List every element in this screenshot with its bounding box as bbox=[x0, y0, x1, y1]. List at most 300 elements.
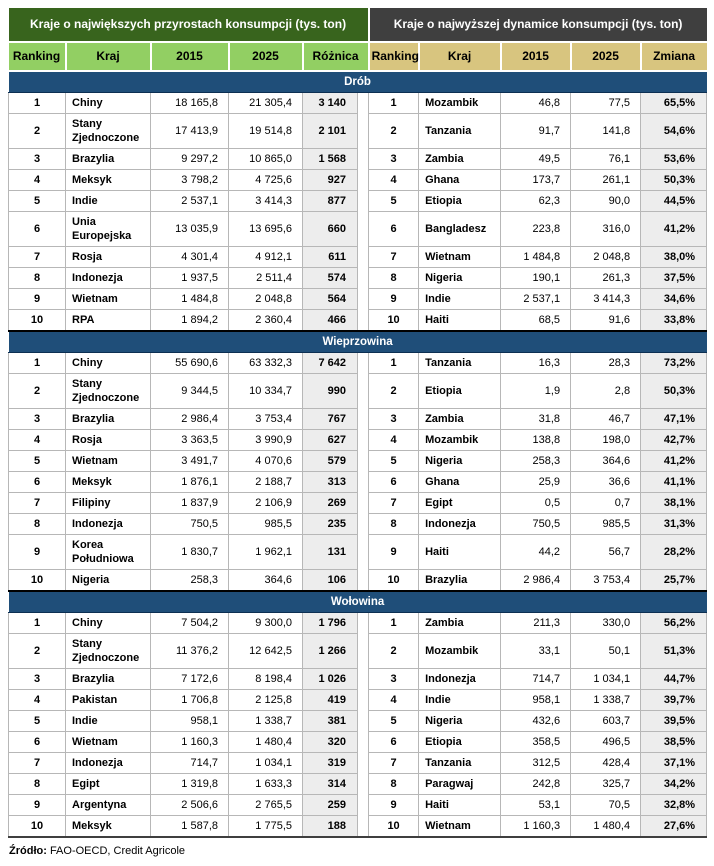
table-row bbox=[9, 570, 707, 592]
right-country-cell: Brazylia bbox=[419, 570, 501, 592]
right-delta-cell: 37,1% bbox=[641, 753, 707, 774]
right-value-2015-cell: 432,6 bbox=[501, 711, 571, 732]
table-row bbox=[9, 93, 707, 114]
spacer-cell bbox=[358, 613, 369, 634]
table-row bbox=[9, 149, 707, 170]
left-country-cell: Indonezja bbox=[66, 268, 151, 289]
right-value-2015-cell: 173,7 bbox=[501, 170, 571, 191]
right-rank-cell: 3 bbox=[369, 409, 419, 430]
right-value-2015-cell: 91,7 bbox=[501, 114, 571, 149]
right-value-2025-cell: 261,3 bbox=[571, 268, 641, 289]
right-rank-cell: 1 bbox=[369, 93, 419, 114]
col-header-roznica: Różnica bbox=[303, 42, 369, 71]
left-delta-cell: 1 026 bbox=[303, 669, 358, 690]
right-rank-cell: 5 bbox=[369, 191, 419, 212]
right-value-2015-cell: 44,2 bbox=[501, 535, 571, 570]
spacer-cell bbox=[358, 289, 369, 310]
right-value-2015-cell: 138,8 bbox=[501, 430, 571, 451]
col-header-2015-left: 2015 bbox=[151, 42, 229, 71]
column-header-row bbox=[9, 42, 707, 71]
spacer-cell bbox=[358, 310, 369, 332]
left-value-2015-cell: 1 587,8 bbox=[151, 816, 229, 838]
left-rank-cell: 7 bbox=[9, 753, 66, 774]
left-delta-cell: 313 bbox=[303, 472, 358, 493]
right-value-2015-cell: 714,7 bbox=[501, 669, 571, 690]
left-country-cell: Wietnam bbox=[66, 289, 151, 310]
left-country-cell: Brazylia bbox=[66, 409, 151, 430]
right-value-2025-cell: 364,6 bbox=[571, 451, 641, 472]
left-value-2015-cell: 1 319,8 bbox=[151, 774, 229, 795]
left-value-2025-cell: 3 990,9 bbox=[229, 430, 303, 451]
left-delta-cell: 579 bbox=[303, 451, 358, 472]
right-value-2015-cell: 53,1 bbox=[501, 795, 571, 816]
spacer-cell bbox=[358, 409, 369, 430]
table-row bbox=[9, 613, 707, 634]
right-country-cell: Mozambik bbox=[419, 93, 501, 114]
left-rank-cell: 1 bbox=[9, 613, 66, 634]
right-rank-cell: 5 bbox=[369, 451, 419, 472]
left-value-2015-cell: 1 876,1 bbox=[151, 472, 229, 493]
right-value-2015-cell: 358,5 bbox=[501, 732, 571, 753]
right-value-2025-cell: 261,1 bbox=[571, 170, 641, 191]
right-rank-cell: 2 bbox=[369, 374, 419, 409]
right-rank-cell: 4 bbox=[369, 430, 419, 451]
right-value-2025-cell: 1 338,7 bbox=[571, 690, 641, 711]
left-rank-cell: 1 bbox=[9, 93, 66, 114]
table-row bbox=[9, 669, 707, 690]
left-value-2025-cell: 10 334,7 bbox=[229, 374, 303, 409]
right-value-2025-cell: 56,7 bbox=[571, 535, 641, 570]
left-value-2025-cell: 4 725,6 bbox=[229, 170, 303, 191]
left-value-2015-cell: 13 035,9 bbox=[151, 212, 229, 247]
source-label: Źródło: bbox=[9, 845, 47, 857]
table-row bbox=[9, 310, 707, 332]
right-value-2015-cell: 223,8 bbox=[501, 212, 571, 247]
left-value-2025-cell: 4 912,1 bbox=[229, 247, 303, 268]
left-value-2015-cell: 1 830,7 bbox=[151, 535, 229, 570]
left-value-2025-cell: 1 962,1 bbox=[229, 535, 303, 570]
right-value-2015-cell: 25,9 bbox=[501, 472, 571, 493]
right-delta-cell: 51,3% bbox=[641, 634, 707, 669]
left-delta-cell: 927 bbox=[303, 170, 358, 191]
left-value-2025-cell: 1 775,5 bbox=[229, 816, 303, 838]
left-country-cell: Meksyk bbox=[66, 170, 151, 191]
spacer-cell bbox=[358, 93, 369, 114]
right-value-2025-cell: 91,6 bbox=[571, 310, 641, 332]
right-rank-cell: 2 bbox=[369, 634, 419, 669]
left-value-2015-cell: 2 506,6 bbox=[151, 795, 229, 816]
spacer-cell bbox=[358, 535, 369, 570]
right-country-cell: Egipt bbox=[419, 493, 501, 514]
left-country-cell: Meksyk bbox=[66, 472, 151, 493]
left-delta-cell: 269 bbox=[303, 493, 358, 514]
right-value-2015-cell: 1 160,3 bbox=[501, 816, 571, 838]
right-value-2015-cell: 312,5 bbox=[501, 753, 571, 774]
right-country-cell: Wietnam bbox=[419, 247, 501, 268]
left-delta-cell: 7 642 bbox=[303, 353, 358, 374]
right-value-2025-cell: 325,7 bbox=[571, 774, 641, 795]
left-delta-cell: 611 bbox=[303, 247, 358, 268]
right-country-cell: Mozambik bbox=[419, 634, 501, 669]
right-value-2025-cell: 46,7 bbox=[571, 409, 641, 430]
right-delta-cell: 38,5% bbox=[641, 732, 707, 753]
right-delta-cell: 39,7% bbox=[641, 690, 707, 711]
left-value-2015-cell: 958,1 bbox=[151, 711, 229, 732]
left-value-2015-cell: 11 376,2 bbox=[151, 634, 229, 669]
right-delta-cell: 50,3% bbox=[641, 374, 707, 409]
section-row bbox=[9, 591, 707, 613]
source-note bbox=[8, 844, 706, 858]
left-value-2025-cell: 1 633,3 bbox=[229, 774, 303, 795]
col-header-2025-right: 2025 bbox=[571, 42, 641, 71]
left-value-2025-cell: 13 695,6 bbox=[229, 212, 303, 247]
right-delta-cell: 44,5% bbox=[641, 191, 707, 212]
right-rank-cell: 8 bbox=[369, 774, 419, 795]
right-delta-cell: 28,2% bbox=[641, 535, 707, 570]
left-country-cell: Filipiny bbox=[66, 493, 151, 514]
spacer-cell bbox=[358, 493, 369, 514]
left-delta-cell: 1 266 bbox=[303, 634, 358, 669]
left-value-2015-cell: 3 363,5 bbox=[151, 430, 229, 451]
right-rank-cell: 9 bbox=[369, 535, 419, 570]
left-value-2025-cell: 10 865,0 bbox=[229, 149, 303, 170]
spacer-cell bbox=[358, 374, 369, 409]
table-row bbox=[9, 753, 707, 774]
left-value-2025-cell: 1 034,1 bbox=[229, 753, 303, 774]
left-rank-cell: 9 bbox=[9, 535, 66, 570]
right-rank-cell: 1 bbox=[369, 613, 419, 634]
right-delta-cell: 41,2% bbox=[641, 212, 707, 247]
right-delta-cell: 34,6% bbox=[641, 289, 707, 310]
left-country-cell: Chiny bbox=[66, 613, 151, 634]
left-country-cell: Stany Zjednoczone bbox=[66, 634, 151, 669]
left-rank-cell: 7 bbox=[9, 247, 66, 268]
table-row bbox=[9, 493, 707, 514]
right-rank-cell: 8 bbox=[369, 514, 419, 535]
left-country-cell: Indonezja bbox=[66, 514, 151, 535]
left-country-cell: Indie bbox=[66, 711, 151, 732]
left-rank-cell: 4 bbox=[9, 690, 66, 711]
table-row bbox=[9, 430, 707, 451]
right-rank-cell: 7 bbox=[369, 753, 419, 774]
left-value-2025-cell: 1 480,4 bbox=[229, 732, 303, 753]
left-rank-cell: 8 bbox=[9, 514, 66, 535]
col-header-ranking-left: Ranking bbox=[9, 42, 66, 71]
right-value-2025-cell: 0,7 bbox=[571, 493, 641, 514]
spacer-cell bbox=[358, 212, 369, 247]
table-row bbox=[9, 535, 707, 570]
right-country-cell: Zambia bbox=[419, 149, 501, 170]
left-delta-cell: 2 101 bbox=[303, 114, 358, 149]
right-country-cell: Indonezja bbox=[419, 514, 501, 535]
left-delta-cell: 3 140 bbox=[303, 93, 358, 114]
right-delta-cell: 38,1% bbox=[641, 493, 707, 514]
spacer-cell bbox=[358, 669, 369, 690]
right-delta-cell: 47,1% bbox=[641, 409, 707, 430]
right-value-2025-cell: 77,5 bbox=[571, 93, 641, 114]
left-delta-cell: 627 bbox=[303, 430, 358, 451]
left-value-2025-cell: 2 511,4 bbox=[229, 268, 303, 289]
left-rank-cell: 1 bbox=[9, 353, 66, 374]
left-rank-cell: 8 bbox=[9, 268, 66, 289]
left-delta-cell: 1 796 bbox=[303, 613, 358, 634]
right-value-2025-cell: 428,4 bbox=[571, 753, 641, 774]
right-country-cell: Wietnam bbox=[419, 816, 501, 838]
left-value-2025-cell: 2 106,9 bbox=[229, 493, 303, 514]
right-country-cell: Etiopia bbox=[419, 191, 501, 212]
left-rank-cell: 3 bbox=[9, 409, 66, 430]
right-value-2025-cell: 76,1 bbox=[571, 149, 641, 170]
left-delta-cell: 877 bbox=[303, 191, 358, 212]
left-value-2015-cell: 2 986,4 bbox=[151, 409, 229, 430]
right-value-2015-cell: 750,5 bbox=[501, 514, 571, 535]
spacer-cell bbox=[358, 353, 369, 374]
table-row bbox=[9, 268, 707, 289]
table-row bbox=[9, 353, 707, 374]
right-delta-cell: 54,6% bbox=[641, 114, 707, 149]
section-title: Wołowina bbox=[9, 591, 707, 613]
left-delta-cell: 767 bbox=[303, 409, 358, 430]
table-row bbox=[9, 247, 707, 268]
right-value-2015-cell: 2 537,1 bbox=[501, 289, 571, 310]
right-value-2015-cell: 46,8 bbox=[501, 93, 571, 114]
right-value-2015-cell: 0,5 bbox=[501, 493, 571, 514]
right-value-2025-cell: 2 048,8 bbox=[571, 247, 641, 268]
table-row bbox=[9, 514, 707, 535]
left-value-2025-cell: 19 514,8 bbox=[229, 114, 303, 149]
left-value-2015-cell: 1 937,5 bbox=[151, 268, 229, 289]
left-value-2025-cell: 2 188,7 bbox=[229, 472, 303, 493]
right-value-2025-cell: 141,8 bbox=[571, 114, 641, 149]
table-row bbox=[9, 472, 707, 493]
left-value-2015-cell: 7 172,6 bbox=[151, 669, 229, 690]
right-value-2025-cell: 603,7 bbox=[571, 711, 641, 732]
right-value-2015-cell: 16,3 bbox=[501, 353, 571, 374]
spacer-cell bbox=[358, 570, 369, 592]
right-country-cell: Nigeria bbox=[419, 268, 501, 289]
section-row bbox=[9, 71, 707, 93]
right-delta-cell: 53,6% bbox=[641, 149, 707, 170]
left-value-2015-cell: 55 690,6 bbox=[151, 353, 229, 374]
right-delta-cell: 41,1% bbox=[641, 472, 707, 493]
left-delta-cell: 574 bbox=[303, 268, 358, 289]
section-title: Wieprzowina bbox=[9, 331, 707, 353]
right-rank-cell: 6 bbox=[369, 472, 419, 493]
left-value-2025-cell: 9 300,0 bbox=[229, 613, 303, 634]
left-rank-cell: 5 bbox=[9, 191, 66, 212]
col-header-kraj-right: Kraj bbox=[419, 42, 501, 71]
table-row bbox=[9, 690, 707, 711]
spacer-cell bbox=[358, 170, 369, 191]
left-rank-cell: 2 bbox=[9, 374, 66, 409]
col-header-2025-left: 2025 bbox=[229, 42, 303, 71]
col-header-2015-right: 2015 bbox=[501, 42, 571, 71]
left-country-cell: Indie bbox=[66, 191, 151, 212]
right-value-2025-cell: 1 034,1 bbox=[571, 669, 641, 690]
right-country-cell: Indie bbox=[419, 690, 501, 711]
right-rank-cell: 10 bbox=[369, 570, 419, 592]
right-value-2015-cell: 242,8 bbox=[501, 774, 571, 795]
left-country-cell: Rosja bbox=[66, 247, 151, 268]
right-delta-cell: 33,8% bbox=[641, 310, 707, 332]
left-country-cell: Indonezja bbox=[66, 753, 151, 774]
table-row bbox=[9, 191, 707, 212]
spacer-cell bbox=[358, 816, 369, 838]
right-value-2015-cell: 258,3 bbox=[501, 451, 571, 472]
right-value-2015-cell: 958,1 bbox=[501, 690, 571, 711]
left-country-cell: Pakistan bbox=[66, 690, 151, 711]
left-value-2015-cell: 1 894,2 bbox=[151, 310, 229, 332]
right-value-2025-cell: 70,5 bbox=[571, 795, 641, 816]
left-rank-cell: 6 bbox=[9, 472, 66, 493]
spacer-cell bbox=[358, 451, 369, 472]
left-value-2025-cell: 2 765,5 bbox=[229, 795, 303, 816]
left-delta-cell: 1 568 bbox=[303, 149, 358, 170]
left-value-2015-cell: 1 837,9 bbox=[151, 493, 229, 514]
left-value-2015-cell: 750,5 bbox=[151, 514, 229, 535]
table-row bbox=[9, 114, 707, 149]
right-rank-cell: 4 bbox=[369, 690, 419, 711]
right-rank-cell: 9 bbox=[369, 289, 419, 310]
right-country-cell: Haiti bbox=[419, 795, 501, 816]
right-value-2025-cell: 316,0 bbox=[571, 212, 641, 247]
right-value-2015-cell: 49,5 bbox=[501, 149, 571, 170]
left-value-2015-cell: 9 297,2 bbox=[151, 149, 229, 170]
right-rank-cell: 10 bbox=[369, 310, 419, 332]
left-country-cell: Korea Południowa bbox=[66, 535, 151, 570]
right-country-cell: Haiti bbox=[419, 535, 501, 570]
right-value-2025-cell: 1 480,4 bbox=[571, 816, 641, 838]
left-rank-cell: 10 bbox=[9, 310, 66, 332]
right-value-2025-cell: 985,5 bbox=[571, 514, 641, 535]
right-value-2025-cell: 28,3 bbox=[571, 353, 641, 374]
left-value-2025-cell: 3 414,3 bbox=[229, 191, 303, 212]
left-delta-cell: 235 bbox=[303, 514, 358, 535]
right-value-2025-cell: 90,0 bbox=[571, 191, 641, 212]
right-delta-cell: 44,7% bbox=[641, 669, 707, 690]
left-delta-cell: 990 bbox=[303, 374, 358, 409]
right-delta-cell: 34,2% bbox=[641, 774, 707, 795]
right-rank-cell: 7 bbox=[369, 247, 419, 268]
right-value-2015-cell: 211,3 bbox=[501, 613, 571, 634]
right-rank-cell: 2 bbox=[369, 114, 419, 149]
right-delta-cell: 65,5% bbox=[641, 93, 707, 114]
right-value-2015-cell: 33,1 bbox=[501, 634, 571, 669]
left-value-2015-cell: 2 537,1 bbox=[151, 191, 229, 212]
right-value-2015-cell: 68,5 bbox=[501, 310, 571, 332]
right-delta-cell: 27,6% bbox=[641, 816, 707, 838]
right-country-cell: Zambia bbox=[419, 409, 501, 430]
left-delta-cell: 320 bbox=[303, 732, 358, 753]
left-rank-cell: 6 bbox=[9, 212, 66, 247]
left-value-2025-cell: 8 198,4 bbox=[229, 669, 303, 690]
right-value-2025-cell: 50,1 bbox=[571, 634, 641, 669]
right-banner-title: Kraje o najwyższej dynamice konsumpcji (tys. ton) bbox=[369, 8, 707, 42]
left-country-cell: Meksyk bbox=[66, 816, 151, 838]
left-value-2015-cell: 17 413,9 bbox=[151, 114, 229, 149]
table-row bbox=[9, 409, 707, 430]
left-rank-cell: 5 bbox=[9, 711, 66, 732]
right-country-cell: Paragwaj bbox=[419, 774, 501, 795]
left-value-2025-cell: 12 642,5 bbox=[229, 634, 303, 669]
left-value-2015-cell: 7 504,2 bbox=[151, 613, 229, 634]
left-value-2015-cell: 3 798,2 bbox=[151, 170, 229, 191]
right-rank-cell: 1 bbox=[369, 353, 419, 374]
section-row bbox=[9, 331, 707, 353]
left-value-2025-cell: 21 305,4 bbox=[229, 93, 303, 114]
left-country-cell: Argentyna bbox=[66, 795, 151, 816]
right-country-cell: Zambia bbox=[419, 613, 501, 634]
section-title: Drób bbox=[9, 71, 707, 93]
left-country-cell: Brazylia bbox=[66, 669, 151, 690]
left-value-2025-cell: 364,6 bbox=[229, 570, 303, 592]
table-row bbox=[9, 816, 707, 838]
left-value-2025-cell: 985,5 bbox=[229, 514, 303, 535]
right-rank-cell: 9 bbox=[369, 795, 419, 816]
left-country-cell: RPA bbox=[66, 310, 151, 332]
left-value-2025-cell: 2 048,8 bbox=[229, 289, 303, 310]
right-country-cell: Ghana bbox=[419, 472, 501, 493]
right-rank-cell: 7 bbox=[369, 493, 419, 514]
left-country-cell: Nigeria bbox=[66, 570, 151, 592]
spacer-cell bbox=[358, 795, 369, 816]
left-delta-cell: 188 bbox=[303, 816, 358, 838]
spacer-cell bbox=[358, 114, 369, 149]
left-country-cell: Chiny bbox=[66, 353, 151, 374]
table-body bbox=[9, 71, 707, 837]
left-country-cell: Wietnam bbox=[66, 451, 151, 472]
right-country-cell: Indie bbox=[419, 289, 501, 310]
table-row bbox=[9, 634, 707, 669]
left-delta-cell: 259 bbox=[303, 795, 358, 816]
right-country-cell: Etiopia bbox=[419, 374, 501, 409]
right-rank-cell: 3 bbox=[369, 149, 419, 170]
left-rank-cell: 3 bbox=[9, 669, 66, 690]
right-country-cell: Nigeria bbox=[419, 451, 501, 472]
left-value-2015-cell: 1 160,3 bbox=[151, 732, 229, 753]
right-delta-cell: 42,7% bbox=[641, 430, 707, 451]
right-country-cell: Ghana bbox=[419, 170, 501, 191]
spacer-cell bbox=[358, 247, 369, 268]
left-country-cell: Stany Zjednoczone bbox=[66, 114, 151, 149]
right-delta-cell: 32,8% bbox=[641, 795, 707, 816]
table-row bbox=[9, 289, 707, 310]
source-text: FAO-OECD, Credit Agricole bbox=[46, 845, 186, 857]
right-value-2015-cell: 31,8 bbox=[501, 409, 571, 430]
consumption-table bbox=[8, 8, 707, 838]
left-value-2015-cell: 1 484,8 bbox=[151, 289, 229, 310]
right-value-2015-cell: 1 484,8 bbox=[501, 247, 571, 268]
left-delta-cell: 319 bbox=[303, 753, 358, 774]
left-rank-cell: 4 bbox=[9, 170, 66, 191]
table-row bbox=[9, 711, 707, 732]
spacer-cell bbox=[358, 430, 369, 451]
right-country-cell: Bangladesz bbox=[419, 212, 501, 247]
left-rank-cell: 4 bbox=[9, 430, 66, 451]
right-value-2015-cell: 2 986,4 bbox=[501, 570, 571, 592]
right-value-2025-cell: 330,0 bbox=[571, 613, 641, 634]
col-header-ranking-right: Ranking bbox=[369, 42, 419, 71]
left-rank-cell: 9 bbox=[9, 289, 66, 310]
right-value-2025-cell: 496,5 bbox=[571, 732, 641, 753]
left-delta-cell: 466 bbox=[303, 310, 358, 332]
right-delta-cell: 38,0% bbox=[641, 247, 707, 268]
right-delta-cell: 73,2% bbox=[641, 353, 707, 374]
left-country-cell: Unia Europejska bbox=[66, 212, 151, 247]
left-delta-cell: 660 bbox=[303, 212, 358, 247]
right-delta-cell: 37,5% bbox=[641, 268, 707, 289]
right-delta-cell: 31,3% bbox=[641, 514, 707, 535]
